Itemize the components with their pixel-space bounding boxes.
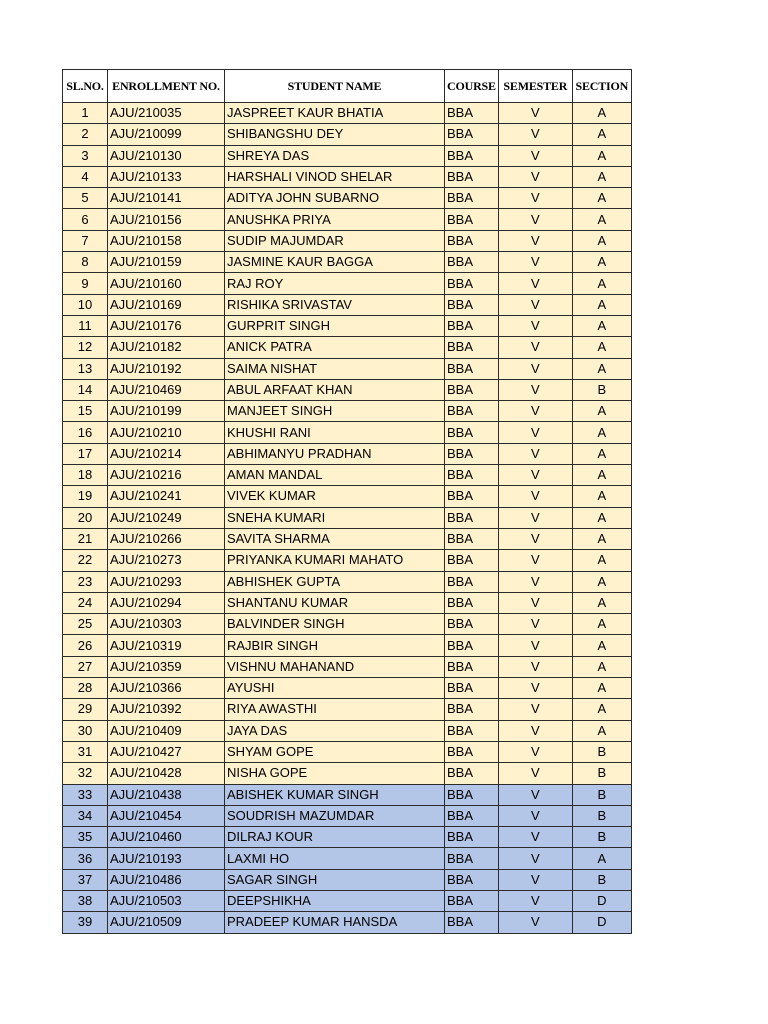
header-row xyxy=(63,70,632,103)
cell-sl-no: 15 xyxy=(63,401,108,422)
cell-semester: V xyxy=(498,273,572,294)
cell-section: A xyxy=(572,337,631,358)
cell-section: D xyxy=(572,890,631,911)
cell-student-name: SUDIP MAJUMDAR xyxy=(225,230,445,251)
header-sl-no: SL.NO. xyxy=(63,70,108,103)
cell-section: A xyxy=(572,678,631,699)
table-row xyxy=(63,507,632,528)
cell-enrollment-no: AJU/210249 xyxy=(108,507,225,528)
cell-sl-no: 13 xyxy=(63,358,108,379)
cell-sl-no: 19 xyxy=(63,486,108,507)
cell-section: D xyxy=(572,912,631,933)
cell-course: BBA xyxy=(445,528,499,549)
cell-sl-no: 25 xyxy=(63,614,108,635)
table-row xyxy=(63,656,632,677)
cell-section: B xyxy=(572,827,631,848)
student-list-table xyxy=(62,69,632,934)
cell-course: BBA xyxy=(445,635,499,656)
cell-semester: V xyxy=(498,507,572,528)
cell-enrollment-no: AJU/210359 xyxy=(108,656,225,677)
cell-sl-no: 6 xyxy=(63,209,108,230)
header-semester: SEMESTER xyxy=(498,70,572,103)
cell-semester: V xyxy=(498,294,572,315)
cell-course: BBA xyxy=(445,507,499,528)
cell-enrollment-no: AJU/210454 xyxy=(108,805,225,826)
cell-student-name: JASMINE KAUR BAGGA xyxy=(225,252,445,273)
table-row xyxy=(63,465,632,486)
table-row xyxy=(63,614,632,635)
cell-course: BBA xyxy=(445,124,499,145)
cell-semester: V xyxy=(498,720,572,741)
cell-enrollment-no: AJU/210427 xyxy=(108,741,225,762)
cell-sl-no: 37 xyxy=(63,869,108,890)
cell-semester: V xyxy=(498,848,572,869)
cell-course: BBA xyxy=(445,145,499,166)
cell-student-name: NISHA GOPE xyxy=(225,763,445,784)
cell-section: B xyxy=(572,379,631,400)
cell-section: A xyxy=(572,188,631,209)
cell-course: BBA xyxy=(445,465,499,486)
cell-section: A xyxy=(572,422,631,443)
cell-sl-no: 17 xyxy=(63,443,108,464)
cell-student-name: ABHIMANYU PRADHAN xyxy=(225,443,445,464)
table-row xyxy=(63,188,632,209)
cell-enrollment-no: AJU/210193 xyxy=(108,848,225,869)
cell-enrollment-no: AJU/210216 xyxy=(108,465,225,486)
cell-semester: V xyxy=(498,422,572,443)
cell-enrollment-no: AJU/210273 xyxy=(108,550,225,571)
cell-student-name: SHIBANGSHU DEY xyxy=(225,124,445,145)
table-row xyxy=(63,358,632,379)
header-student-name: STUDENT NAME xyxy=(225,70,445,103)
cell-student-name: SHANTANU KUMAR xyxy=(225,592,445,613)
cell-sl-no: 32 xyxy=(63,763,108,784)
cell-semester: V xyxy=(498,550,572,571)
cell-course: BBA xyxy=(445,188,499,209)
cell-sl-no: 31 xyxy=(63,741,108,762)
cell-sl-no: 4 xyxy=(63,166,108,187)
cell-enrollment-no: AJU/210486 xyxy=(108,869,225,890)
table-row xyxy=(63,848,632,869)
cell-enrollment-no: AJU/210428 xyxy=(108,763,225,784)
cell-course: BBA xyxy=(445,294,499,315)
cell-student-name: PRIYANKA KUMARI MAHATO xyxy=(225,550,445,571)
table-row xyxy=(63,912,632,933)
cell-enrollment-no: AJU/210366 xyxy=(108,678,225,699)
cell-student-name: ADITYA JOHN SUBARNO xyxy=(225,188,445,209)
cell-sl-no: 12 xyxy=(63,337,108,358)
cell-section: A xyxy=(572,528,631,549)
cell-course: BBA xyxy=(445,763,499,784)
cell-enrollment-no: AJU/210035 xyxy=(108,103,225,124)
cell-enrollment-no: AJU/210160 xyxy=(108,273,225,294)
cell-enrollment-no: AJU/210303 xyxy=(108,614,225,635)
cell-course: BBA xyxy=(445,443,499,464)
cell-semester: V xyxy=(498,784,572,805)
cell-course: BBA xyxy=(445,379,499,400)
cell-enrollment-no: AJU/210141 xyxy=(108,188,225,209)
cell-student-name: RAJ ROY xyxy=(225,273,445,294)
cell-sl-no: 36 xyxy=(63,848,108,869)
cell-section: A xyxy=(572,635,631,656)
cell-semester: V xyxy=(498,741,572,762)
table-row xyxy=(63,805,632,826)
cell-student-name: SAGAR SINGH xyxy=(225,869,445,890)
table-row xyxy=(63,379,632,400)
cell-course: BBA xyxy=(445,273,499,294)
table-row xyxy=(63,230,632,251)
table-row xyxy=(63,678,632,699)
cell-semester: V xyxy=(498,656,572,677)
cell-enrollment-no: AJU/210192 xyxy=(108,358,225,379)
cell-semester: V xyxy=(498,188,572,209)
cell-semester: V xyxy=(498,465,572,486)
cell-student-name: RAJBIR SINGH xyxy=(225,635,445,656)
cell-course: BBA xyxy=(445,890,499,911)
cell-section: A xyxy=(572,486,631,507)
cell-semester: V xyxy=(498,763,572,784)
cell-enrollment-no: AJU/210156 xyxy=(108,209,225,230)
table-header xyxy=(63,70,632,103)
cell-section: A xyxy=(572,124,631,145)
table-row xyxy=(63,294,632,315)
cell-section: A xyxy=(572,592,631,613)
cell-sl-no: 35 xyxy=(63,827,108,848)
cell-section: A xyxy=(572,656,631,677)
cell-section: A xyxy=(572,848,631,869)
cell-sl-no: 1 xyxy=(63,103,108,124)
cell-student-name: RIYA AWASTHI xyxy=(225,699,445,720)
cell-sl-no: 9 xyxy=(63,273,108,294)
cell-sl-no: 34 xyxy=(63,805,108,826)
table-row xyxy=(63,890,632,911)
cell-student-name: SHREYA DAS xyxy=(225,145,445,166)
cell-semester: V xyxy=(498,358,572,379)
cell-student-name: RISHIKA SRIVASTAV xyxy=(225,294,445,315)
cell-student-name: SAIMA NISHAT xyxy=(225,358,445,379)
cell-course: BBA xyxy=(445,337,499,358)
table-row xyxy=(63,827,632,848)
header-enrollment-no: ENROLLMENT NO. xyxy=(108,70,225,103)
cell-course: BBA xyxy=(445,848,499,869)
cell-sl-no: 28 xyxy=(63,678,108,699)
cell-section: A xyxy=(572,294,631,315)
cell-sl-no: 5 xyxy=(63,188,108,209)
header-section: SECTION xyxy=(572,70,631,103)
cell-semester: V xyxy=(498,124,572,145)
cell-student-name: VIVEK KUMAR xyxy=(225,486,445,507)
cell-student-name: MANJEET SINGH xyxy=(225,401,445,422)
cell-section: A xyxy=(572,209,631,230)
cell-section: B xyxy=(572,741,631,762)
cell-enrollment-no: AJU/210176 xyxy=(108,315,225,336)
cell-sl-no: 10 xyxy=(63,294,108,315)
table-row xyxy=(63,635,632,656)
cell-enrollment-no: AJU/210409 xyxy=(108,720,225,741)
cell-semester: V xyxy=(498,678,572,699)
cell-section: A xyxy=(572,358,631,379)
cell-enrollment-no: AJU/210503 xyxy=(108,890,225,911)
cell-sl-no: 21 xyxy=(63,528,108,549)
cell-student-name: KHUSHI RANI xyxy=(225,422,445,443)
cell-sl-no: 3 xyxy=(63,145,108,166)
cell-student-name: PRADEEP KUMAR HANSDA xyxy=(225,912,445,933)
cell-sl-no: 8 xyxy=(63,252,108,273)
cell-semester: V xyxy=(498,869,572,890)
cell-sl-no: 23 xyxy=(63,571,108,592)
cell-course: BBA xyxy=(445,614,499,635)
cell-enrollment-no: AJU/210469 xyxy=(108,379,225,400)
cell-enrollment-no: AJU/210438 xyxy=(108,784,225,805)
cell-course: BBA xyxy=(445,784,499,805)
cell-section: A xyxy=(572,145,631,166)
cell-semester: V xyxy=(498,379,572,400)
cell-section: A xyxy=(572,550,631,571)
cell-semester: V xyxy=(498,805,572,826)
cell-enrollment-no: AJU/210169 xyxy=(108,294,225,315)
cell-course: BBA xyxy=(445,571,499,592)
cell-student-name: ANUSHKA PRIYA xyxy=(225,209,445,230)
cell-sl-no: 2 xyxy=(63,124,108,145)
cell-section: A xyxy=(572,720,631,741)
cell-sl-no: 30 xyxy=(63,720,108,741)
cell-semester: V xyxy=(498,252,572,273)
cell-section: B xyxy=(572,869,631,890)
cell-semester: V xyxy=(498,592,572,613)
table-row xyxy=(63,145,632,166)
cell-course: BBA xyxy=(445,422,499,443)
table-row xyxy=(63,209,632,230)
cell-course: BBA xyxy=(445,741,499,762)
cell-student-name: ABISHEK KUMAR SINGH xyxy=(225,784,445,805)
cell-section: A xyxy=(572,315,631,336)
cell-sl-no: 16 xyxy=(63,422,108,443)
cell-semester: V xyxy=(498,443,572,464)
table-row xyxy=(63,741,632,762)
table-row xyxy=(63,486,632,507)
table-row xyxy=(63,699,632,720)
cell-student-name: GURPRIT SINGH xyxy=(225,315,445,336)
cell-sl-no: 22 xyxy=(63,550,108,571)
cell-course: BBA xyxy=(445,486,499,507)
cell-section: A xyxy=(572,252,631,273)
cell-student-name: JASPREET KAUR BHATIA xyxy=(225,103,445,124)
cell-student-name: SOUDRISH MAZUMDAR xyxy=(225,805,445,826)
cell-course: BBA xyxy=(445,656,499,677)
cell-student-name: SAVITA SHARMA xyxy=(225,528,445,549)
cell-semester: V xyxy=(498,827,572,848)
cell-sl-no: 29 xyxy=(63,699,108,720)
table-row xyxy=(63,869,632,890)
cell-section: A xyxy=(572,465,631,486)
cell-section: B xyxy=(572,805,631,826)
cell-student-name: AMAN MANDAL xyxy=(225,465,445,486)
cell-enrollment-no: AJU/210130 xyxy=(108,145,225,166)
cell-student-name: ANICK PATRA xyxy=(225,337,445,358)
cell-enrollment-no: AJU/210241 xyxy=(108,486,225,507)
cell-semester: V xyxy=(498,103,572,124)
cell-sl-no: 11 xyxy=(63,315,108,336)
cell-student-name: DILRAJ KOUR xyxy=(225,827,445,848)
cell-enrollment-no: AJU/210460 xyxy=(108,827,225,848)
cell-sl-no: 14 xyxy=(63,379,108,400)
cell-section: A xyxy=(572,571,631,592)
cell-student-name: JAYA DAS xyxy=(225,720,445,741)
cell-semester: V xyxy=(498,890,572,911)
cell-student-name: HARSHALI VINOD SHELAR xyxy=(225,166,445,187)
cell-course: BBA xyxy=(445,912,499,933)
cell-enrollment-no: AJU/210214 xyxy=(108,443,225,464)
cell-enrollment-no: AJU/210158 xyxy=(108,230,225,251)
cell-course: BBA xyxy=(445,827,499,848)
table-row xyxy=(63,528,632,549)
header-course: COURSE xyxy=(445,70,499,103)
cell-sl-no: 27 xyxy=(63,656,108,677)
cell-course: BBA xyxy=(445,678,499,699)
cell-student-name: ABHISHEK GUPTA xyxy=(225,571,445,592)
table-row xyxy=(63,592,632,613)
cell-course: BBA xyxy=(445,805,499,826)
cell-section: A xyxy=(572,166,631,187)
cell-enrollment-no: AJU/210182 xyxy=(108,337,225,358)
cell-sl-no: 24 xyxy=(63,592,108,613)
cell-semester: V xyxy=(498,401,572,422)
cell-semester: V xyxy=(498,528,572,549)
cell-student-name: DEEPSHIKHA xyxy=(225,890,445,911)
cell-course: BBA xyxy=(445,720,499,741)
cell-student-name: ABUL ARFAAT KHAN xyxy=(225,379,445,400)
cell-course: BBA xyxy=(445,869,499,890)
table-body xyxy=(63,103,632,934)
table-row xyxy=(63,337,632,358)
cell-course: BBA xyxy=(445,550,499,571)
cell-course: BBA xyxy=(445,315,499,336)
table-row xyxy=(63,273,632,294)
cell-enrollment-no: AJU/210266 xyxy=(108,528,225,549)
cell-section: A xyxy=(572,103,631,124)
cell-section: A xyxy=(572,273,631,294)
table-row xyxy=(63,763,632,784)
cell-section: A xyxy=(572,507,631,528)
cell-course: BBA xyxy=(445,592,499,613)
cell-course: BBA xyxy=(445,209,499,230)
table-row xyxy=(63,401,632,422)
cell-enrollment-no: AJU/210392 xyxy=(108,699,225,720)
table-row xyxy=(63,571,632,592)
cell-semester: V xyxy=(498,571,572,592)
cell-course: BBA xyxy=(445,252,499,273)
cell-sl-no: 39 xyxy=(63,912,108,933)
cell-course: BBA xyxy=(445,230,499,251)
cell-semester: V xyxy=(498,614,572,635)
cell-semester: V xyxy=(498,166,572,187)
cell-sl-no: 38 xyxy=(63,890,108,911)
cell-sl-no: 7 xyxy=(63,230,108,251)
cell-section: A xyxy=(572,614,631,635)
table-row xyxy=(63,315,632,336)
cell-enrollment-no: AJU/210319 xyxy=(108,635,225,656)
cell-student-name: SNEHA KUMARI xyxy=(225,507,445,528)
cell-sl-no: 18 xyxy=(63,465,108,486)
cell-semester: V xyxy=(498,315,572,336)
table-row xyxy=(63,720,632,741)
cell-course: BBA xyxy=(445,103,499,124)
cell-sl-no: 26 xyxy=(63,635,108,656)
cell-enrollment-no: AJU/210099 xyxy=(108,124,225,145)
cell-sl-no: 20 xyxy=(63,507,108,528)
cell-section: B xyxy=(572,763,631,784)
table-row xyxy=(63,422,632,443)
cell-enrollment-no: AJU/210509 xyxy=(108,912,225,933)
cell-semester: V xyxy=(498,486,572,507)
cell-student-name: AYUSHI xyxy=(225,678,445,699)
cell-section: A xyxy=(572,230,631,251)
cell-course: BBA xyxy=(445,699,499,720)
cell-sl-no: 33 xyxy=(63,784,108,805)
cell-student-name: VISHNU MAHANAND xyxy=(225,656,445,677)
table-row xyxy=(63,252,632,273)
cell-section: A xyxy=(572,401,631,422)
cell-student-name: SHYAM GOPE xyxy=(225,741,445,762)
cell-enrollment-no: AJU/210199 xyxy=(108,401,225,422)
cell-semester: V xyxy=(498,912,572,933)
cell-student-name: LAXMI HO xyxy=(225,848,445,869)
cell-course: BBA xyxy=(445,166,499,187)
cell-semester: V xyxy=(498,699,572,720)
cell-semester: V xyxy=(498,145,572,166)
cell-section: A xyxy=(572,699,631,720)
table-row xyxy=(63,443,632,464)
cell-course: BBA xyxy=(445,401,499,422)
table-row xyxy=(63,166,632,187)
table-row xyxy=(63,124,632,145)
cell-section: B xyxy=(572,784,631,805)
cell-enrollment-no: AJU/210159 xyxy=(108,252,225,273)
cell-enrollment-no: AJU/210294 xyxy=(108,592,225,613)
cell-semester: V xyxy=(498,337,572,358)
cell-semester: V xyxy=(498,230,572,251)
cell-enrollment-no: AJU/210133 xyxy=(108,166,225,187)
cell-semester: V xyxy=(498,635,572,656)
table-row xyxy=(63,550,632,571)
cell-section: A xyxy=(572,443,631,464)
cell-course: BBA xyxy=(445,358,499,379)
cell-semester: V xyxy=(498,209,572,230)
table-row xyxy=(63,103,632,124)
cell-enrollment-no: AJU/210210 xyxy=(108,422,225,443)
table-row xyxy=(63,784,632,805)
cell-enrollment-no: AJU/210293 xyxy=(108,571,225,592)
cell-student-name: BALVINDER SINGH xyxy=(225,614,445,635)
